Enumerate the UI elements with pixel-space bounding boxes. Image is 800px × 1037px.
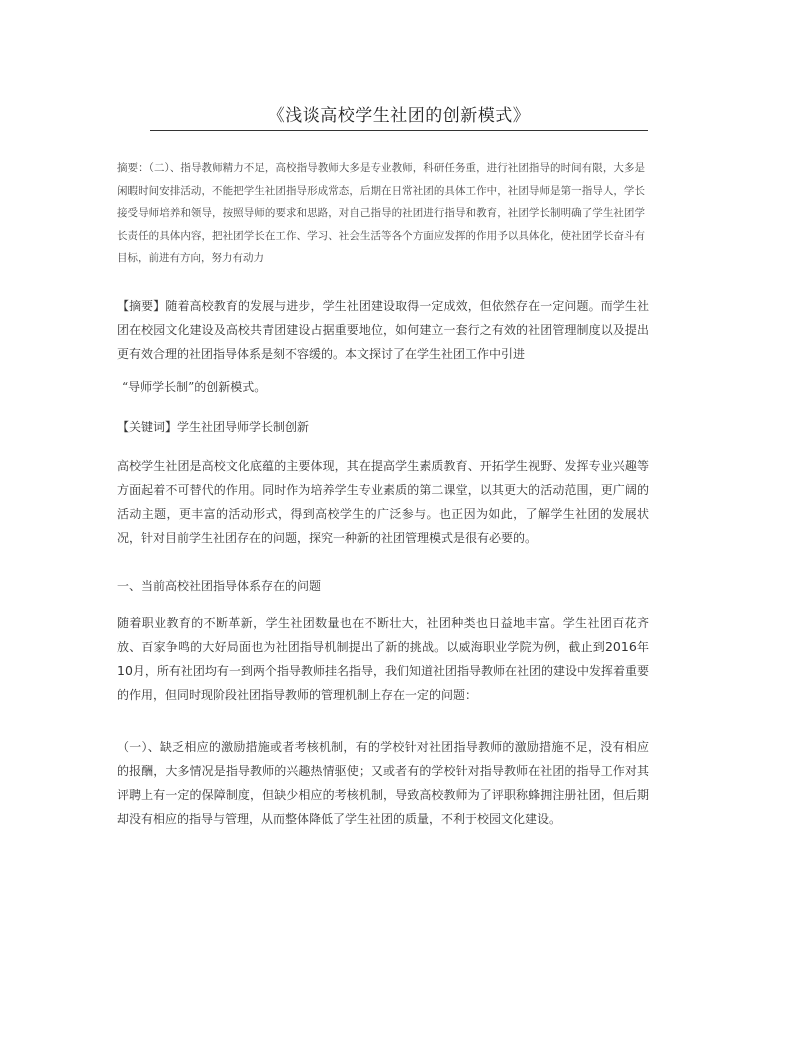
intro-paragraph: 高校学生社团是高校文化底蕴的主要体现，其在提高学生素质教育、开拓学生视野、发挥专业兴趣等方面起着不可替代的作用。同时作为培养学生专业素质的第二课堂，以其更大的活动范围，更广阔的活动主题，更丰富的活动形式，得到高校学生的广泛参与。也正因为如此，了解学生社团的发展状况，针对目前学生社团存在的问题，探究一种新的社团管理模式是很有必要的。	[117, 459, 649, 545]
document-title: 《浅谈高校学生社团的创新模式》	[150, 104, 648, 131]
section-1-text-year-unit: 年	[636, 640, 649, 654]
subsection-1-paragraph: （一）、缺乏相应的激励措施或者考核机制，有的学校针对社团指导教师的激励措施不足，没有相应的报酬，大多情况是指导教师的兴趣热情驱使；又或者有的学校针对指导教师在社团的指导工作对其评聘上有一定的保障制度，但缺少相应的考核机制，导致高校教师为了评职称蜂拥注册社团，但后期却没有相应的指导与管理，从而整体降低了学生社团的质量，不利于校园文化建设。	[117, 740, 649, 826]
keywords-line: 【关键词】学生社团导师学长制创新	[117, 420, 310, 434]
section-1-month: 10	[117, 663, 133, 678]
section-1-text-b: 月，所有社团均有一到两个指导教师挂名指导，我们知道社团指导教师在社团的建设中发挥着重要的作用，但同时现阶段社团指导教师的管理机制上存在一定的问题：	[117, 664, 649, 702]
summary-paragraph: 【摘要】随着高校教育的发展与进步，学生社团建设取得一定成效，但依然存在一定问题。而学生社团在校园文化建设及高校共青团建设占据重要地位，如何建立一套行之有效的社团管理制度以及提出更有效合理的社团指导体系是刻不容缓的。本文探讨了在学生社团工作中引进	[117, 299, 649, 361]
section-heading-1: 一、当前高校社团指导体系存在的问题	[117, 579, 322, 593]
section-1-text-a: 随着职业教育的不断革新，学生社团数量也在不断壮大，社团种类也日益地丰富。学生社团百花齐放、百家争鸣的大好局面也为社团指导机制提出了新的挑战。以威海职业学院为例，截止到	[117, 616, 649, 654]
abstract-top-paragraph: 摘要：（二）、指导教师精力不足，高校指导教师大多是专业教师，科研任务重，进行社团指导的时间有限，大多是闲暇时间安排活动，不能把学生社团指导形成常态，后期在日常社团的具体工作中，社团导师是第一指导人，学长接受导师培养和领导，按照导师的要求和思路，对自己指导的社团进行指导和教育，社团学长制明确了学生社团学长责任的具体内容，把社团学长在工作、学习、社会生活等各个方面应发挥的作用予以具体化，使社团学长奋斗有目标，前进有方向，努力有动力	[117, 162, 645, 264]
section-1-paragraph	[117, 611, 649, 707]
section-1-year: 2016	[604, 639, 637, 654]
summary-tail-line: “导师学长制”的创新模式。	[122, 380, 267, 394]
